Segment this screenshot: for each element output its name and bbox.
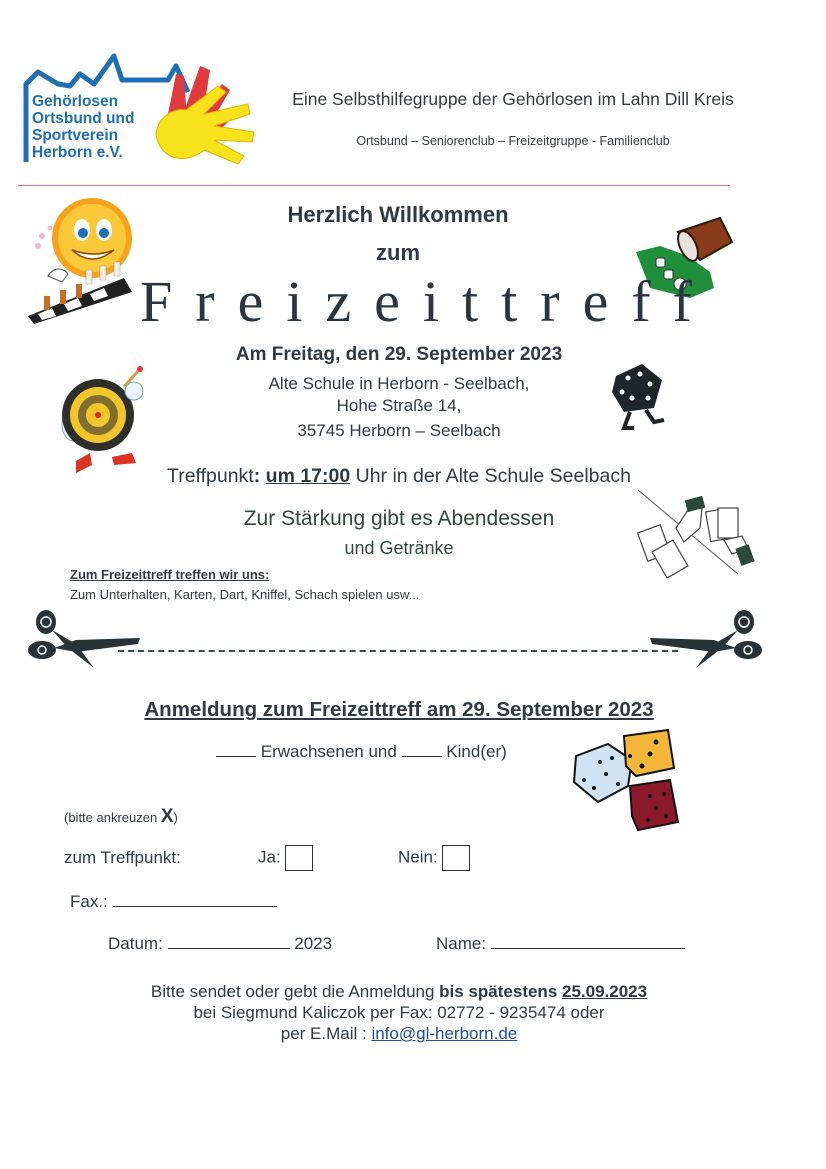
check-hint: (bitte ankreuzen X) xyxy=(64,806,178,827)
deadline-date: 25.09.2023 xyxy=(562,982,648,1001)
tagline: Eine Selbsthilfegruppe der Gehörlosen im Lahn Dill Kreis xyxy=(292,89,734,109)
no-checkbox[interactable] xyxy=(442,845,470,871)
card-players-icon xyxy=(628,488,758,578)
welcome-heading: Herzlich Willkommen xyxy=(287,202,509,227)
kids-count-field[interactable] xyxy=(402,756,442,757)
name-row: Name: xyxy=(436,934,685,954)
logo-text: Gehörlosen Ortsbund und Sportverein Herborn e.V. xyxy=(32,93,135,161)
food-line1: Zur Stärkung gibt es Abendessen xyxy=(243,507,555,530)
event-date: Am Freitag, den 29. September 2023 xyxy=(235,344,563,365)
welcome-zum: zum xyxy=(376,240,420,265)
x-mark: X xyxy=(160,806,174,827)
registration-heading: Anmeldung zum Freizeittreff am 29. September 2023 xyxy=(144,698,654,721)
fax-field[interactable] xyxy=(113,906,277,907)
event-title: Freizeittreff xyxy=(140,269,715,334)
date-field[interactable] xyxy=(168,948,290,949)
food-line2: und Getränke xyxy=(344,538,454,558)
no-option: Nein: xyxy=(398,845,470,871)
activities-heading: Zum Freizeittreff treffen wir uns: xyxy=(70,567,270,582)
subline: Ortsbund – Seniorenclub – Freizeitgruppe - Familienclub xyxy=(356,134,670,148)
meeting-point: Treffpunkt: um 17:00 Uhr in der Alte Schule Seelbach xyxy=(167,465,631,487)
yes-option: Ja: xyxy=(258,845,313,871)
registration-footer: Bitte sendet oder gebt die Anmeldung bis spätestens 25.09.2023 bei Siegmund Kaliczok per Fax: 02772 - 9235474 oder per E.Mail : info@gl-herborn.de xyxy=(150,982,648,1043)
cut-line xyxy=(118,650,678,652)
address-line3: 35745 Herborn – Seelbach xyxy=(297,421,501,440)
scissors-right-icon xyxy=(646,608,766,672)
adults-count-field[interactable] xyxy=(216,756,256,757)
header-divider xyxy=(18,185,730,186)
date-row: Datum: 2023 xyxy=(108,934,333,953)
address-line2: Hohe Straße 14, xyxy=(336,396,462,415)
activities-text: Zum Unterhalten, Karten, Dart, Kniffel, Schach spielen usw... xyxy=(70,587,420,602)
scissors-left-icon xyxy=(24,608,144,672)
fax-row: Fax.: xyxy=(70,892,277,912)
yes-checkbox[interactable] xyxy=(285,845,313,871)
meeting-label: zum Treffpunkt: xyxy=(64,848,181,867)
name-field[interactable] xyxy=(491,948,685,949)
address-line1: Alte Schule in Herborn - Seelbach, xyxy=(268,374,530,393)
email-link[interactable]: info@gl-herborn.de xyxy=(371,1024,518,1043)
meeting-time: um 17:00 xyxy=(265,465,351,487)
three-dice-icon xyxy=(570,726,690,836)
participants-row: Erwachsenen und Kind(er) xyxy=(216,742,507,762)
